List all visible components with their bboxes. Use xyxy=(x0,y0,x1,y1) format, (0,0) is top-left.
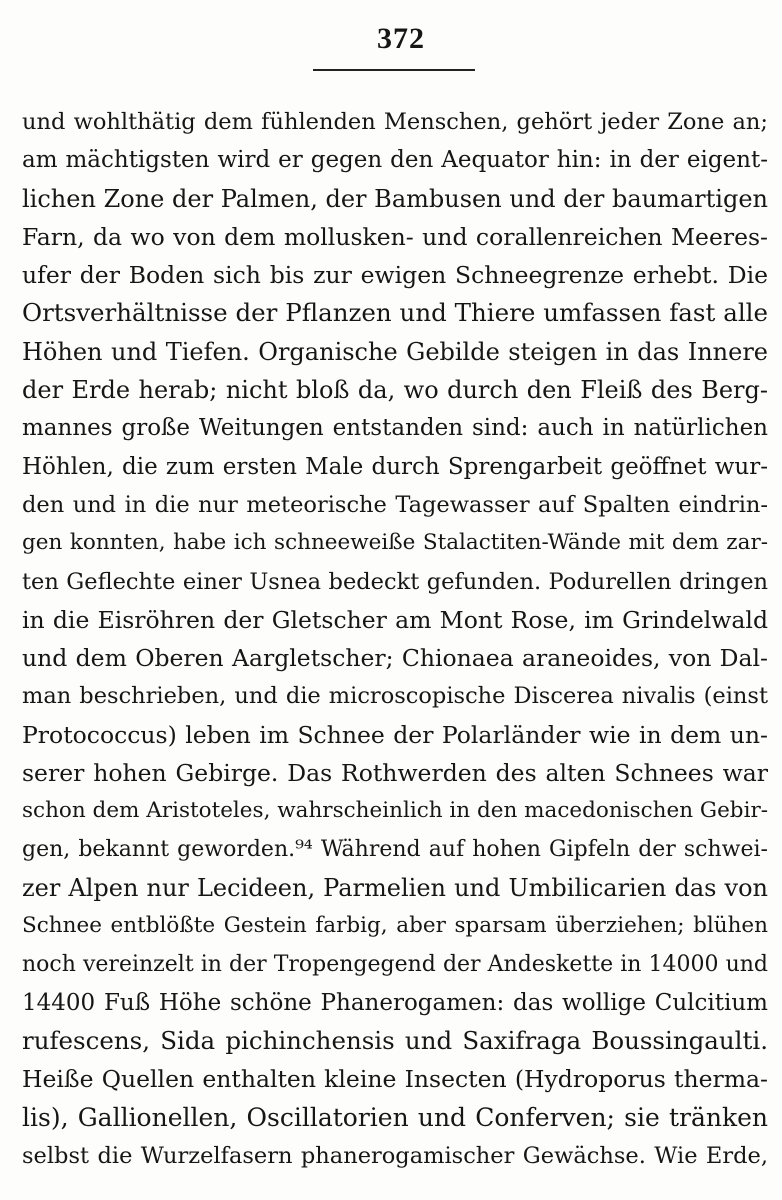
text-line: zer Alpen nur Lecideen, Parmelien und Umbilicarien das von xyxy=(22,873,768,902)
text-line: 14400 Fuß Höhe schöne Phanerogamen: das wollige Culcitium xyxy=(22,989,768,1016)
text-line: und wohlthätig dem fühlenden Menschen, gehört jeder Zone an; xyxy=(22,109,768,135)
text-line: den und in die nur meteorische Tagewasser auf Spalten eindrin- xyxy=(22,491,768,518)
body-text xyxy=(22,103,768,1175)
text-line: ten Geflechte einer Usnea bedeckt gefunden. Podurellen dringen xyxy=(22,568,768,595)
text-line: Höhlen, die zum ersten Male durch Sprengarbeit geöffnet wur- xyxy=(22,453,768,480)
text-line: Heiße Quellen enthalten kleine Insecten (Hydroporus therma- xyxy=(22,1065,768,1094)
text-line: man beschrieben, und die microscopische Discerea nivalis (einst xyxy=(22,683,768,710)
header-rule xyxy=(313,69,475,71)
text-line: Farn, da wo von dem mollusken- und corallenreichen Meeres- xyxy=(22,222,768,251)
text-line: noch vereinzelt in der Tropengegend der Andeskette in 14000 und xyxy=(22,951,768,977)
text-line: serer hohen Gebirge. Das Rothwerden des alten Schnees war xyxy=(22,759,768,788)
text-line: mannes große Weitungen entstanden sind: auch in natürlichen xyxy=(22,415,768,442)
text-line: Höhen und Tiefen. Organische Gebilde steigen in das Innere xyxy=(22,337,768,366)
text-line: lichen Zone der Palmen, der Bambusen und der baumartigen xyxy=(22,184,768,213)
text-line: und dem Oberen Aargletscher; Chionaea araneoides, von Dal- xyxy=(22,644,768,673)
text-line: lis), Gallionellen, Oscillatorien und Conferven; sie tränken xyxy=(22,1102,768,1132)
text-line: gen konnten, habe ich schneeweiße Stalactiten-Wände mit dem zar- xyxy=(22,530,768,556)
text-line: in die Eisröhren der Gletscher am Mont Rose, im Grindelwald xyxy=(22,605,768,634)
text-line: schon dem Aristoteles, wahrscheinlich in den macedonischen Gebir- xyxy=(22,798,768,824)
text-line: Ortsverhältnisse der Pflanzen und Thiere umfassen fast alle xyxy=(22,298,768,328)
text-line: rufescens, Sida pichinchensis und Saxifraga Boussingaulti. xyxy=(22,1026,768,1056)
text-line: ufer der Boden sich bis zur ewigen Schneegrenze erhebt. Die xyxy=(22,261,768,290)
text-line: Protococcus) leben im Schnee der Polarländer wie in dem un- xyxy=(22,720,768,749)
text-line: der Erde herab; nicht bloß da, wo durch den Fleiß des Berg- xyxy=(22,376,768,405)
text-line: am mächtigsten wird er gegen den Aequator hin: in der eigent- xyxy=(22,147,768,174)
text-line: selbst die Wurzelfasern phanerogamischer Gewächse. Wie Erde, xyxy=(22,1143,768,1170)
text-line: gen, bekannt geworden.⁹⁴ Während auf hohen Gipfeln der schwei- xyxy=(22,836,768,862)
text-line: Schnee entblößte Gestein farbig, aber sparsam überziehen; blühen xyxy=(22,913,768,939)
page-number: 372 xyxy=(377,22,425,55)
